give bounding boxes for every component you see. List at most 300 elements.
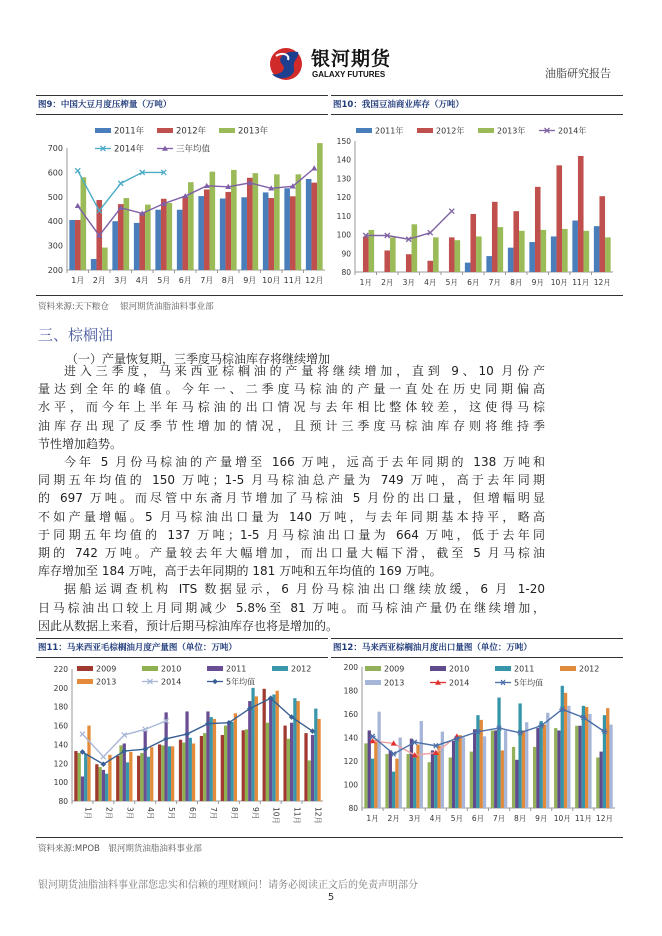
bar xyxy=(364,743,367,808)
bar xyxy=(102,770,105,801)
bar xyxy=(247,178,253,270)
bar xyxy=(168,746,171,801)
figure-9-chart xyxy=(35,112,328,292)
y-tick-label: 140 xyxy=(336,155,351,165)
x-tick-label: 5月 xyxy=(157,276,171,285)
bar xyxy=(455,736,458,808)
y-tick-label: 200 xyxy=(343,663,358,672)
bar xyxy=(139,213,145,270)
bar xyxy=(369,230,375,272)
bar xyxy=(290,196,296,270)
x-tick-label: 6月 xyxy=(188,807,198,820)
bar xyxy=(562,229,568,272)
bar xyxy=(554,728,557,808)
x-tick-label: 12月 xyxy=(595,814,613,823)
bar xyxy=(494,730,497,808)
x-marker xyxy=(449,209,454,214)
legend-label: 2011 xyxy=(226,664,247,674)
x-tick-label: 5月 xyxy=(167,807,177,820)
bar xyxy=(540,721,543,808)
report-type: 油脂研究报告 xyxy=(545,67,611,80)
section-heading: 三、棕榈油 xyxy=(38,326,114,344)
bar xyxy=(470,752,473,808)
x-tick-label: 2月 xyxy=(104,807,114,820)
legend-swatch xyxy=(365,666,381,671)
y-tick-label: 150 xyxy=(336,137,351,146)
bar xyxy=(118,204,124,270)
y-tick-label: 140 xyxy=(343,733,358,743)
bar xyxy=(449,757,452,808)
bar xyxy=(210,717,213,801)
body-text xyxy=(38,362,545,635)
x-marker xyxy=(118,181,123,186)
bar xyxy=(473,729,476,808)
bar xyxy=(476,715,479,808)
x-tick-label: 6月 xyxy=(471,814,485,823)
x-tick-label: 1月 xyxy=(71,276,85,285)
footer-disclaimer: 银河期货油脂油料事业部您忠实和信赖的理财顾问！请务必阅读正文后的免责声明部分 xyxy=(38,880,418,891)
x-tick-label: 4月 xyxy=(429,814,442,823)
x-tick-label: 2月 xyxy=(92,276,106,285)
legend-label: 2009 xyxy=(384,664,405,674)
legend-swatch xyxy=(77,679,93,684)
bar xyxy=(171,746,174,801)
bar xyxy=(105,774,108,801)
body-line: 日马棕油出口较上月同期减少 5.8%至 81 万吨。而马棕油产量仍在继续增加， xyxy=(38,600,545,615)
legend-swatch xyxy=(142,666,158,671)
x-tick-label: 11月 xyxy=(574,814,592,823)
bar xyxy=(449,237,455,272)
legend-label: 2013 xyxy=(384,678,405,688)
body-line: 同期五年均值的 150 万吨；1-5 月马棕油总产量为 749 万吨，高于去年同期 xyxy=(38,473,545,488)
bar xyxy=(144,731,147,801)
bar xyxy=(287,739,290,801)
y-tick-label: 120 xyxy=(343,757,358,766)
legend-label: 5年均值 xyxy=(226,677,256,687)
sub-heading: （一）产量恢复期，三季度马棕油库存将继续增加 xyxy=(66,352,331,366)
bar xyxy=(129,752,132,801)
triangle-marker xyxy=(75,203,81,208)
bar xyxy=(588,714,591,808)
bar xyxy=(81,776,84,801)
bar xyxy=(150,747,153,801)
x-tick-label: 4月 xyxy=(135,276,149,285)
bar xyxy=(317,719,320,801)
legend-swatch xyxy=(356,128,372,133)
y-tick-label: 180 xyxy=(343,686,358,696)
figure-9-source: 资料来源:天下粮仓 银河期货油脂油料事业部 xyxy=(38,302,214,312)
bar xyxy=(248,701,251,801)
bar xyxy=(434,754,437,808)
x-tick-label: 11月 xyxy=(292,807,302,825)
legend-swatch xyxy=(157,128,173,133)
legend-label: 2009 xyxy=(96,664,117,674)
x-tick-label: 12月 xyxy=(305,276,324,285)
bar xyxy=(220,199,226,270)
bar xyxy=(599,196,605,272)
y-tick-label: 700 xyxy=(47,144,63,153)
bar xyxy=(536,728,539,808)
bar xyxy=(293,698,296,801)
bar xyxy=(263,192,269,270)
diamond-marker xyxy=(163,736,169,742)
bar xyxy=(395,759,398,808)
bar xyxy=(84,754,87,801)
bar xyxy=(600,752,603,808)
bar xyxy=(147,757,150,801)
bar xyxy=(87,726,90,801)
x-tick-label: 7月 xyxy=(488,278,501,287)
bar xyxy=(268,198,274,270)
bar xyxy=(582,706,585,808)
bar xyxy=(311,735,314,801)
bar xyxy=(603,715,606,808)
bar xyxy=(428,762,431,808)
legend-label: 2011年 xyxy=(114,126,145,137)
legend-label: 2012年 xyxy=(436,126,465,136)
body-line: 于同期五年均值的 137 万吨；1-5 月马棕油出口量为 664 万吨，低于去年同 xyxy=(38,527,545,542)
x-tick-label: 11月 xyxy=(572,278,590,287)
body-line: 进入三季度，马来西亚棕榈油的产量将继续增加，直到 9、10 月份产 xyxy=(64,364,545,378)
bar xyxy=(406,754,409,808)
x-tick-label: 3月 xyxy=(125,807,135,820)
bar xyxy=(164,712,167,801)
bar xyxy=(412,224,418,272)
bar xyxy=(515,760,518,808)
bar xyxy=(533,747,536,808)
bar xyxy=(371,759,374,808)
x-tick-label: 10月 xyxy=(553,814,571,823)
x-tick-label: 1月 xyxy=(83,807,93,820)
x-tick-label: 9月 xyxy=(535,814,548,823)
bar xyxy=(529,242,535,272)
x-marker xyxy=(101,754,106,759)
bar xyxy=(501,750,504,808)
x-tick-label: 6月 xyxy=(467,278,480,287)
bar xyxy=(263,689,266,801)
legend-label: 2014年 xyxy=(114,144,145,155)
bar xyxy=(274,174,280,270)
bar xyxy=(546,713,549,808)
bar xyxy=(145,205,151,270)
y-tick-label: 200 xyxy=(47,266,63,275)
bar xyxy=(200,736,203,801)
legend-swatch xyxy=(430,666,446,671)
x-tick-label: 4月 xyxy=(424,278,437,287)
legend-label: 2010 xyxy=(449,664,470,674)
y-tick-label: 80 xyxy=(58,797,68,806)
x-tick-label: 11月 xyxy=(283,276,302,285)
y-tick-label: 140 xyxy=(53,740,68,750)
bar xyxy=(95,764,98,801)
y-tick-label: 200 xyxy=(53,683,68,693)
legend-label: 2013年 xyxy=(497,126,526,136)
bar xyxy=(406,254,412,272)
figure-9-title: 图9：中国大豆月度压榨量（万吨） xyxy=(36,95,328,115)
y-tick-label: 120 xyxy=(53,759,68,769)
y-tick-label: 160 xyxy=(343,710,358,719)
bar xyxy=(182,743,185,801)
bar xyxy=(204,189,210,270)
bar xyxy=(508,248,514,272)
legend-swatch xyxy=(219,128,235,133)
bar xyxy=(572,221,578,272)
bar xyxy=(452,741,455,808)
x-tick-label: 12月 xyxy=(313,807,323,825)
bar xyxy=(609,725,612,808)
x-tick-label: 3月 xyxy=(402,278,415,287)
y-tick-label: 500 xyxy=(47,192,63,202)
x-tick-label: 3月 xyxy=(408,814,421,823)
bar xyxy=(584,231,590,272)
bar xyxy=(234,713,237,801)
x-tick-label: 2月 xyxy=(387,814,400,823)
figure-10-title: 图10：我国豆油商业库存（万吨） xyxy=(331,95,623,115)
bar xyxy=(575,726,578,808)
x-tick-label: 7月 xyxy=(208,807,218,820)
bar xyxy=(385,754,388,808)
body-line: 油库存出现了反季节性增加的情况，且预计三季度马棕油库存则将维持季 xyxy=(38,418,545,433)
body-line: 水平，而今年上半年马棕油的出口情况与去年相比整体较差，这使得马棕 xyxy=(38,400,545,415)
legend-label: 2014 xyxy=(449,678,470,688)
bar xyxy=(431,750,434,808)
x-tick-label: 1月 xyxy=(359,278,372,287)
logo-english-name: GALAXY FUTURES xyxy=(312,70,386,79)
bar xyxy=(276,691,279,801)
bar xyxy=(297,701,300,801)
bar xyxy=(465,263,471,272)
bar xyxy=(225,192,231,270)
y-tick-label: 120 xyxy=(336,193,351,203)
bar xyxy=(188,182,194,270)
y-tick-label: 90 xyxy=(341,249,351,259)
bar xyxy=(158,744,161,801)
bar xyxy=(392,772,395,808)
x-tick-label: 10月 xyxy=(262,276,281,285)
bar xyxy=(290,723,293,801)
bar xyxy=(498,227,504,272)
bar xyxy=(179,740,182,801)
y-tick-label: 80 xyxy=(341,268,351,277)
y-tick-label: 100 xyxy=(343,780,358,790)
bar xyxy=(455,240,461,272)
bar xyxy=(161,745,164,801)
bar xyxy=(483,736,486,808)
bar xyxy=(126,762,129,801)
star-marker xyxy=(412,740,418,745)
divider xyxy=(36,295,623,296)
y-tick-label: 80 xyxy=(348,804,358,813)
bar xyxy=(116,756,119,801)
legend-swatch xyxy=(365,680,381,685)
bar xyxy=(561,686,564,808)
legend-label: 2014 xyxy=(161,677,182,687)
logo-chinese-name: 银河期货 xyxy=(311,48,392,70)
x-tick-label: 12月 xyxy=(593,278,611,287)
bar xyxy=(437,746,440,808)
legend-label: 2011 xyxy=(514,664,535,674)
series-line xyxy=(366,211,452,239)
legend-label: 2011年 xyxy=(375,126,404,136)
diamond-marker xyxy=(142,746,148,752)
star-marker xyxy=(433,743,439,748)
bar xyxy=(91,259,97,270)
body-line: 今年 5 月份马棕油的产量增至 166 万吨，远高于去年同期的 138 万吨和 xyxy=(64,455,545,470)
bar xyxy=(185,711,188,801)
legend-label: 三年均值 xyxy=(176,144,211,155)
body-line: 期的 742 万吨。产量较去年大幅增加，而出口量大幅下滑，截至 5 月马棕油 xyxy=(38,546,545,561)
bar xyxy=(161,199,167,270)
bar xyxy=(75,220,81,270)
y-tick-label: 600 xyxy=(47,168,63,178)
x-marker xyxy=(75,168,80,173)
bar xyxy=(433,237,439,272)
x-tick-label: 7月 xyxy=(200,276,214,285)
bar xyxy=(492,202,498,272)
legend-swatch xyxy=(417,128,433,133)
legend-label: 2012 xyxy=(291,664,312,674)
bar xyxy=(112,221,118,270)
bar xyxy=(596,757,599,808)
bar xyxy=(192,743,195,801)
bar xyxy=(245,729,248,801)
bar xyxy=(470,214,476,272)
bar xyxy=(306,179,312,270)
bar xyxy=(551,236,557,272)
x-tick-label: 5月 xyxy=(445,278,458,287)
bar xyxy=(567,706,570,808)
page-number: 5 xyxy=(327,892,335,903)
x-tick-label: 9月 xyxy=(250,807,260,820)
bar xyxy=(242,730,245,801)
bar xyxy=(605,237,611,272)
x-tick-label: 3月 xyxy=(114,276,128,285)
body-line: 不如产量增幅。5 月马棕油出口量为 140 万吨，与去年同期基本持平，略高 xyxy=(38,509,545,524)
bar xyxy=(266,723,269,801)
bar xyxy=(314,709,317,801)
x-tick-label: 8月 xyxy=(513,814,527,823)
bar xyxy=(177,210,183,270)
bar xyxy=(374,740,377,808)
bar xyxy=(137,756,140,801)
bar xyxy=(308,760,311,801)
bar xyxy=(556,165,562,272)
bar xyxy=(413,757,416,808)
star-marker xyxy=(500,680,506,685)
divider xyxy=(36,837,623,838)
bar xyxy=(427,261,433,272)
legend-swatch xyxy=(207,666,223,671)
bar xyxy=(606,708,609,808)
x-tick-label: 9月 xyxy=(531,278,544,287)
bar xyxy=(304,733,307,801)
bar xyxy=(272,694,275,801)
y-tick-label: 160 xyxy=(53,721,68,731)
bar xyxy=(284,188,290,270)
legend-label: 2013 xyxy=(96,677,117,687)
bar xyxy=(420,721,423,808)
y-tick-label: 180 xyxy=(53,702,68,712)
x-tick-label: 1月 xyxy=(366,814,379,823)
bar xyxy=(389,750,392,808)
y-tick-label: 100 xyxy=(336,230,351,240)
bar xyxy=(541,230,547,272)
bar xyxy=(203,733,206,801)
triangle-marker xyxy=(311,165,317,170)
bar xyxy=(251,688,254,801)
bar xyxy=(535,187,541,272)
bar xyxy=(480,720,483,808)
legend-label: 2012 xyxy=(579,664,600,674)
bar xyxy=(224,726,227,801)
bar xyxy=(227,724,230,801)
x-tick-label: 10月 xyxy=(550,278,568,287)
bar xyxy=(269,697,272,801)
figure-11-source: 资料来源:MPOB 银河期货油脂油料事业部 xyxy=(38,844,202,854)
bar xyxy=(134,223,140,270)
x-tick-label: 7月 xyxy=(492,814,506,823)
bar xyxy=(102,248,108,270)
bar xyxy=(459,735,462,808)
body-line: 据船运调查机构 ITS 数据显示，6 月份马棕油出口继续放缓，6 月 1-20 xyxy=(64,582,545,597)
bar xyxy=(363,236,369,272)
body-line: 库存增加至 184 万吨，高于去年同期的 181 万吨和五年均值的 169 万吨。 xyxy=(38,564,442,579)
x-tick-label: 2月 xyxy=(381,278,394,287)
x-marker xyxy=(80,732,85,737)
figure-11-title: 图11：马来西亚毛棕榈油月度产量图（单位：万吨） xyxy=(36,638,328,658)
legend-swatch xyxy=(478,128,494,133)
legend-swatch xyxy=(77,666,93,671)
body-line: 的 697 万吨。而尽管中东斋月节增加了马棕油 5 月份的出口量，但增幅明显 xyxy=(38,491,545,506)
legend-label: 2012年 xyxy=(176,126,207,137)
bar xyxy=(78,753,81,801)
legend-label: 2013年 xyxy=(238,126,269,137)
bar xyxy=(317,143,323,270)
bar xyxy=(512,747,515,808)
star-marker xyxy=(391,751,397,756)
bar xyxy=(296,174,302,270)
bar xyxy=(594,226,600,272)
diamond-marker xyxy=(184,731,190,737)
bar xyxy=(557,730,560,808)
bar xyxy=(504,730,507,808)
y-tick-label: 110 xyxy=(336,211,351,221)
bar xyxy=(525,722,528,808)
bar xyxy=(522,730,525,808)
bar xyxy=(585,707,588,808)
legend-swatch xyxy=(495,666,511,671)
bar xyxy=(231,722,234,801)
legend-swatch xyxy=(95,128,111,133)
bar xyxy=(410,739,413,808)
x-tick-label: 9月 xyxy=(243,276,257,285)
bar xyxy=(390,237,396,272)
bar xyxy=(213,719,216,801)
bar xyxy=(253,173,259,270)
bar xyxy=(377,712,380,808)
figure-12-chart xyxy=(333,655,623,835)
bar xyxy=(81,177,87,270)
bar xyxy=(198,196,204,270)
y-tick-label: 220 xyxy=(53,665,68,674)
bar xyxy=(189,738,192,801)
bar xyxy=(462,738,465,809)
x-tick-label: 8月 xyxy=(510,278,523,287)
bar xyxy=(283,726,286,801)
x-tick-label: 5月 xyxy=(450,814,464,823)
y-tick-label: 300 xyxy=(47,241,63,251)
legend-label: 2010 xyxy=(161,664,182,674)
